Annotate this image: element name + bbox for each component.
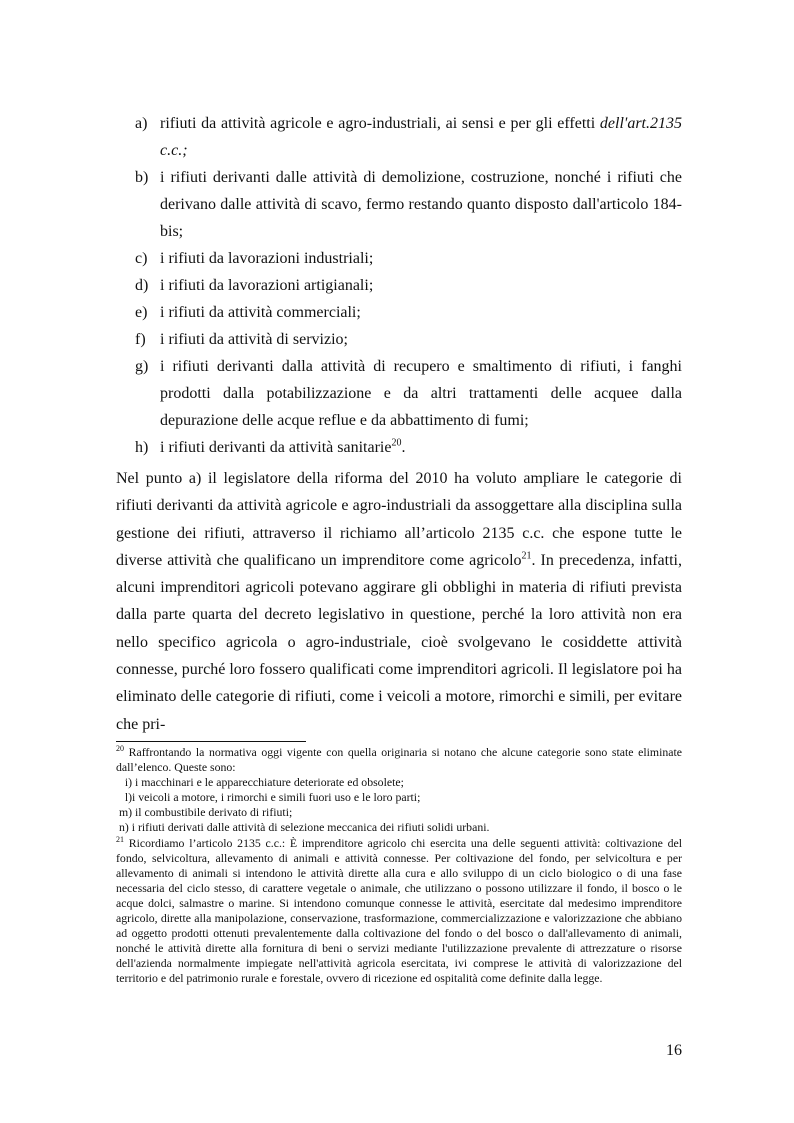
list-item-e	[135, 299, 682, 326]
list-item-text: i rifiuti derivanti dalle attività di demolizione, costruzione, nonché i rifiuti che derivano dalle attività di scavo, fermo restando quanto disposto dall'articolo 184-bis;	[160, 169, 682, 240]
list-item-d	[135, 272, 682, 299]
list-item-citation: dell'art.2135 c.c.;	[160, 115, 682, 159]
footnote-20-item: n) i rifiuti derivati dalle attività di selezione meccanica dei rifiuti solidi urbani.	[116, 820, 490, 835]
list-letter: g)	[135, 358, 149, 375]
list-item-end: .	[401, 439, 406, 456]
footnote-separator	[116, 741, 306, 742]
list-letter: f)	[135, 331, 146, 348]
footnote-ref-20[interactable]: 20	[391, 437, 402, 449]
footnote-ref-21[interactable]: 21	[521, 550, 532, 562]
list-item-c	[135, 245, 682, 272]
list-item-text: i rifiuti da lavorazioni industriali;	[160, 250, 374, 267]
footnote-20	[116, 745, 682, 775]
list-item-text: i rifiuti derivanti da attività sanitarie	[160, 439, 392, 456]
footnote-20-item: i) i macchinari e le apparecchiature deteriorate ed obsolete;	[116, 775, 404, 790]
list-letter: e)	[135, 304, 148, 321]
paragraph-part-2: . In precedenza, infatti, alcuni imprenditori agricoli potevano aggirare gli obblighi in materia di rifiuti prevista dalla parte quarta del decreto legislativo in questione, perché la loro attività non era nello specifico agricola o agro-industriale, cioè svolgevano le cosiddette attività connesse, purché loro fossero qualificati come imprenditori agricoli. Il legislatore poi ha eliminato delle categorie di rifiuti, come i veicoli a motore, rimorchi e simili, per evitare che pri-	[116, 551, 682, 733]
list-item-text: i rifiuti derivanti dalla attività di recupero e smaltimento di rifiuti, i fanghi prodotti dalla potabilizzazione e da altri trattamenti delle acquee dalla depurazione delle acque reflue e da abbattimento di fumi;	[160, 358, 682, 429]
list-letter: c)	[135, 250, 148, 267]
list-item-f	[135, 326, 682, 353]
list-letter: h)	[135, 439, 149, 456]
footnote-21	[116, 836, 682, 987]
list-item-h	[135, 434, 682, 461]
page-number: 16	[666, 1042, 682, 1059]
footnote-number: 20	[116, 744, 124, 754]
footnote-20-item: m) il combustibile derivato di rifiuti;	[116, 805, 293, 820]
body-paragraph	[116, 465, 682, 738]
list-item-g	[135, 353, 682, 434]
list-item-text: i rifiuti da attività commerciali;	[160, 304, 361, 321]
footnote-20-item: l)i veicoli a motore, i rimorchi e simili fuori uso e le loro parti;	[116, 790, 421, 805]
footnote-text: Ricordiamo l’articolo 2135 c.c.: È imprenditore agricolo chi esercita una delle seguenti attività: coltivazione del fondo, selvicoltura, allevamento di animali e attività connesse. Per coltivazione del fondo, per selvicoltura e per allevamento di animali si intendono le attività dirette alla cura e allo sviluppo di un ciclo biologico o di una fase necessaria del ciclo stesso, di carattere vegetale o animale, che utilizzano o possono utilizzare il fondo, il bosco o le acque dolci, salmastre o marine. Si intendono comunque connesse le attività, esercitate dal medesimo imprenditore agricolo, dirette alla manipolazione, conservazione, trasformazione, commercializzazione e valorizzazione che abbiano ad oggetto prodotti ottenuti prevalentemente dalla coltivazione del fondo o del bosco o dall'allevamento di animali, nonché le attività dirette alla fornitura di beni o servizi mediante l'utilizzazione prevalente di attrezzature o risorse dell'azienda normalmente impiegate nell'attività agricola esercitata, ivi comprese le attività di valorizzazione del territorio e del patrimonio rurale e forestale, ovvero di ricezione ed ospitalità come definite dalla legge.	[116, 835, 682, 986]
list-item-b	[135, 164, 682, 245]
footnote-number: 21	[116, 834, 124, 844]
footnotes	[116, 745, 682, 987]
list-letter: d)	[135, 277, 149, 294]
waste-category-list	[135, 110, 682, 461]
list-item-text: i rifiuti da attività di servizio;	[160, 331, 348, 348]
paragraph-part-1: Nel punto a) il legislatore della riforma del 2010 ha voluto ampliare le categorie di rifiuti derivanti da attività agricole e agro-industriali da assoggettare alla disciplina sulla gestione dei rifiuti, attraverso il richiamo all’articolo 2135 c.c. che espone tutte le diverse attività che qualificano un imprenditore come agricolo	[116, 470, 682, 569]
list-item-a	[135, 110, 682, 164]
list-item-text: rifiuti da attività agricole e agro-industriali, ai sensi e per gli effetti	[160, 115, 600, 132]
list-letter: b)	[135, 169, 149, 186]
list-letter: a)	[135, 115, 148, 132]
list-item-text: i rifiuti da lavorazioni artigianali;	[160, 277, 374, 294]
footnote-text: Raffrontando la normativa oggi vigente con quella originaria si notano che alcune categorie sono state eliminate dall’elenco. Queste sono:	[116, 745, 682, 775]
